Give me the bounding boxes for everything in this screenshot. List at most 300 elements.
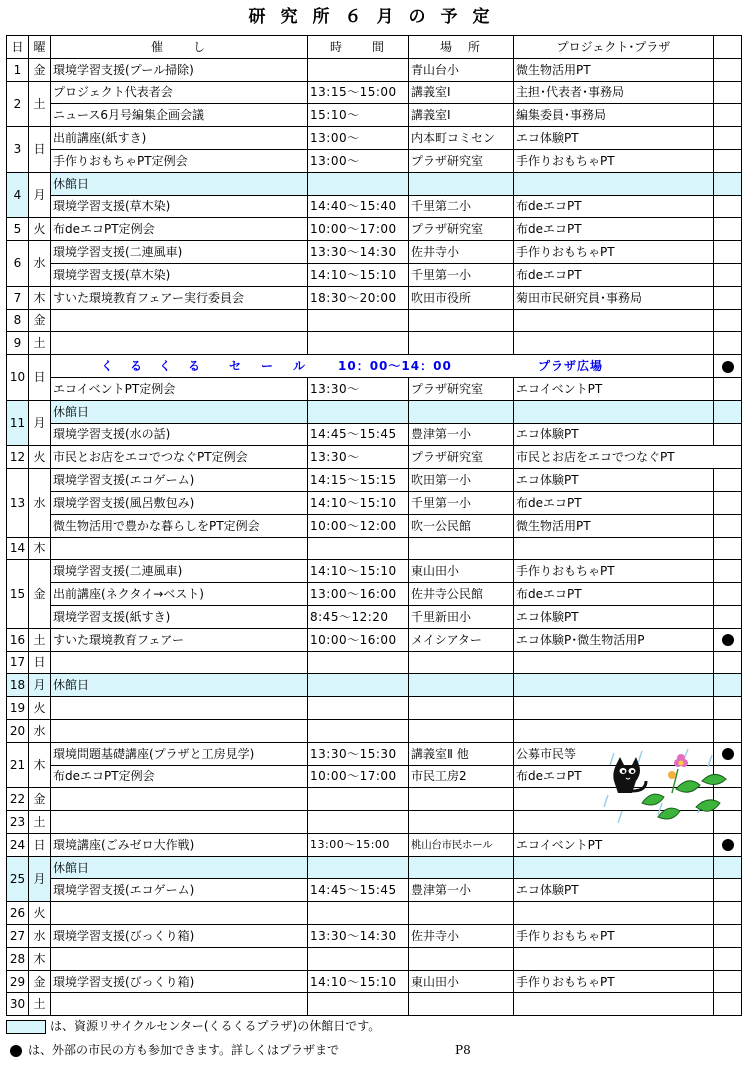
- place-cell: 講義室Ⅰ: [409, 104, 514, 127]
- mark-cell: [714, 172, 742, 195]
- header-row: [7, 36, 742, 59]
- time-cell: [308, 332, 409, 355]
- mark-cell: [714, 104, 742, 127]
- mark-cell: [714, 697, 742, 720]
- legend-color-swatch: [6, 1020, 46, 1034]
- time-cell: [308, 651, 409, 674]
- mark-cell: [714, 560, 742, 583]
- table-row: [7, 332, 742, 355]
- place-cell: プラザ研究室: [409, 149, 514, 172]
- sale-char: セ: [229, 359, 245, 374]
- table-row-closed: [7, 400, 742, 423]
- weekday-cell: 木: [29, 947, 51, 970]
- sale-time: 10：00～14：00: [338, 359, 452, 374]
- mark-cell: [714, 263, 742, 286]
- event-cell: [51, 902, 308, 925]
- day-cell: 5: [7, 218, 29, 241]
- place-cell: プラザ研究室: [409, 446, 514, 469]
- time-cell: 13:00～15:00: [308, 833, 409, 856]
- time-cell: 14:45～15:45: [308, 879, 409, 902]
- day-cell: 2: [7, 81, 29, 127]
- day-cell: 11: [7, 400, 29, 446]
- day-cell: 3: [7, 127, 29, 173]
- day-cell: 12: [7, 446, 29, 469]
- time-cell: [308, 788, 409, 811]
- table-row-closed: [7, 856, 742, 879]
- time-cell: 14:15～15:15: [308, 469, 409, 492]
- day-cell: 20: [7, 719, 29, 742]
- day-cell: 13: [7, 469, 29, 537]
- header-place: 場 所: [409, 36, 514, 59]
- project-cell: [514, 332, 714, 355]
- event-cell: 環境学習支援(紙すき): [51, 605, 308, 628]
- weekday-cell: 水: [29, 719, 51, 742]
- mark-cell: [714, 491, 742, 514]
- time-cell: [308, 309, 409, 332]
- place-cell: [409, 993, 514, 1016]
- table-row: [7, 241, 742, 264]
- weekday-cell: 木: [29, 537, 51, 560]
- day-cell: 8: [7, 309, 29, 332]
- project-cell: [514, 651, 714, 674]
- day-cell: 24: [7, 833, 29, 856]
- project-cell: 布deエコPT: [514, 195, 714, 218]
- project-cell: [514, 309, 714, 332]
- event-cell: 休館日: [51, 400, 308, 423]
- weekday-cell: 土: [29, 332, 51, 355]
- table-row: [7, 993, 742, 1016]
- mark-cell: [714, 605, 742, 628]
- place-cell: 千里新田小: [409, 605, 514, 628]
- place-cell: 吹田第一小: [409, 469, 514, 492]
- mark-cell: [714, 195, 742, 218]
- mark-cell: [714, 149, 742, 172]
- event-cell: すいた環境教育フェアー: [51, 628, 308, 651]
- table-row: [7, 651, 742, 674]
- weekday-cell: 月: [29, 674, 51, 697]
- project-cell: [514, 172, 714, 195]
- time-cell: [308, 947, 409, 970]
- table-row-sale: [7, 355, 742, 378]
- weekday-cell: 木: [29, 742, 51, 788]
- place-cell: 佐井寺小: [409, 925, 514, 948]
- weekday-cell: 日: [29, 127, 51, 173]
- place-cell: [409, 719, 514, 742]
- place-cell: [409, 400, 514, 423]
- time-cell: 13:30～15:30: [308, 742, 409, 765]
- sale-char: る: [130, 359, 146, 374]
- weekday-cell: 水: [29, 241, 51, 287]
- table-row: [7, 491, 742, 514]
- time-cell: 13:00～: [308, 149, 409, 172]
- time-cell: 13:00～: [308, 127, 409, 150]
- table-row: [7, 719, 742, 742]
- place-cell: 千里第一小: [409, 491, 514, 514]
- event-cell: [51, 788, 308, 811]
- event-cell: 環境学習支援(風呂敷包み): [51, 491, 308, 514]
- time-cell: 13:30～14:30: [308, 241, 409, 264]
- project-cell: 布deエコPT: [514, 263, 714, 286]
- place-cell: 千里第一小: [409, 263, 514, 286]
- weekday-cell: 水: [29, 469, 51, 537]
- time-cell: [308, 674, 409, 697]
- day-cell: 17: [7, 651, 29, 674]
- day-cell: 29: [7, 970, 29, 993]
- event-cell: 休館日: [51, 674, 308, 697]
- mark-cell: [714, 241, 742, 264]
- place-cell: [409, 537, 514, 560]
- mark-cell: [714, 993, 742, 1016]
- cat-and-plant-clipart: [602, 745, 730, 825]
- event-cell: 布deエコPT定例会: [51, 218, 308, 241]
- event-cell: [51, 811, 308, 834]
- time-cell: [308, 993, 409, 1016]
- event-cell: 環境講座(ごみゼロ大作戦): [51, 833, 308, 856]
- day-cell: 26: [7, 902, 29, 925]
- time-cell: 14:10～15:10: [308, 491, 409, 514]
- sale-char: く: [159, 359, 175, 374]
- table-row: [7, 902, 742, 925]
- event-cell: 休館日: [51, 172, 308, 195]
- table-row: [7, 537, 742, 560]
- weekday-cell: 月: [29, 172, 51, 218]
- event-cell: [51, 719, 308, 742]
- project-cell: 手作りおもちゃPT: [514, 970, 714, 993]
- event-cell: プロジェクト代表者会: [51, 81, 308, 104]
- time-cell: [308, 902, 409, 925]
- weekday-cell: 土: [29, 993, 51, 1016]
- place-cell: [409, 172, 514, 195]
- weekday-cell: 金: [29, 970, 51, 993]
- place-cell: [409, 947, 514, 970]
- time-cell: 14:40～15:40: [308, 195, 409, 218]
- weekday-cell: 日: [29, 651, 51, 674]
- time-cell: 8:45～12:20: [308, 605, 409, 628]
- event-cell: 環境学習支援(草木染): [51, 195, 308, 218]
- time-cell: [308, 811, 409, 834]
- place-cell: 内本町コミセン: [409, 127, 514, 150]
- table-row: [7, 104, 742, 127]
- table-row: [7, 947, 742, 970]
- project-cell: 布deエコPT: [514, 491, 714, 514]
- mark-cell: [714, 651, 742, 674]
- sale-char: ー: [261, 359, 277, 374]
- place-cell: [409, 332, 514, 355]
- place-cell: 佐井寺公民館: [409, 583, 514, 606]
- project-cell: エコ体験PT: [514, 127, 714, 150]
- time-cell: 14:10～15:10: [308, 263, 409, 286]
- place-cell: [409, 309, 514, 332]
- place-cell: 講義室Ⅰ: [409, 81, 514, 104]
- time-cell: 10:00～17:00: [308, 765, 409, 788]
- weekday-cell: 火: [29, 218, 51, 241]
- event-cell: [51, 993, 308, 1016]
- event-cell: [51, 332, 308, 355]
- day-cell: 30: [7, 993, 29, 1016]
- time-cell: [308, 856, 409, 879]
- event-cell: 環境問題基礎講座(プラザと工房見学): [51, 742, 308, 765]
- weekday-cell: 月: [29, 856, 51, 902]
- page-title: 研究所６月の予定: [248, 7, 505, 27]
- day-cell: 7: [7, 286, 29, 309]
- schedule-table: [6, 35, 742, 1016]
- open-to-public-dot: [722, 361, 734, 373]
- day-cell: 9: [7, 332, 29, 355]
- mark-cell: [714, 286, 742, 309]
- project-cell: 布deエコPT: [514, 218, 714, 241]
- table-row: [7, 127, 742, 150]
- project-cell: 菊田市民研究員･事務局: [514, 286, 714, 309]
- mark-cell: [714, 537, 742, 560]
- table-row: [7, 58, 742, 81]
- table-row: [7, 833, 742, 856]
- event-cell: 環境学習支援(二連風車): [51, 241, 308, 264]
- project-cell: 市民とお店をエコでつなぐPT: [514, 446, 742, 469]
- header-time: 時 間: [308, 36, 409, 59]
- weekday-cell: 水: [29, 925, 51, 948]
- event-cell: ニュース6月号編集企画会議: [51, 104, 308, 127]
- table-row: [7, 309, 742, 332]
- sale-char: ル: [293, 359, 309, 374]
- legend-closed: [6, 1017, 380, 1034]
- project-cell: エコイベントPT: [514, 833, 714, 856]
- day-cell: 25: [7, 856, 29, 902]
- table-row: [7, 195, 742, 218]
- place-cell: 桃山台市民ホール: [409, 833, 514, 856]
- project-cell: [514, 400, 714, 423]
- mark-cell: [714, 469, 742, 492]
- page-number: P8: [455, 1043, 471, 1057]
- place-cell: 青山台小: [409, 58, 514, 81]
- table-row-closed: [7, 674, 742, 697]
- mark-cell: [714, 902, 742, 925]
- event-cell: [51, 309, 308, 332]
- open-to-public-dot: [722, 839, 734, 851]
- project-cell: [514, 674, 714, 697]
- table-row: [7, 218, 742, 241]
- time-cell: 14:10～15:10: [308, 560, 409, 583]
- project-cell: 微生物活用PT: [514, 58, 714, 81]
- mark-cell: [714, 856, 742, 879]
- time-cell: [308, 537, 409, 560]
- place-cell: [409, 788, 514, 811]
- place-cell: [409, 697, 514, 720]
- event-cell: 環境学習支援(エコゲーム): [51, 469, 308, 492]
- project-cell: [514, 902, 714, 925]
- project-cell: [514, 993, 714, 1016]
- mark-cell: [714, 377, 742, 400]
- day-cell: 18: [7, 674, 29, 697]
- weekday-cell: 日: [29, 833, 51, 856]
- event-cell: [51, 537, 308, 560]
- day-cell: 22: [7, 788, 29, 811]
- table-row: [7, 925, 742, 948]
- project-cell: エコイベントPT: [514, 377, 714, 400]
- sale-place: プラザ広場: [538, 359, 604, 374]
- project-cell: [514, 697, 714, 720]
- event-cell: 微生物活用で豊かな暮らしをPT定例会: [51, 514, 308, 537]
- time-cell: [308, 719, 409, 742]
- legend-open-text: は、外部の市民の方も参加できます。詳しくはプラザまで: [28, 1043, 340, 1057]
- project-cell: 公募市民等: [514, 742, 714, 765]
- day-cell: 23: [7, 811, 29, 834]
- event-cell: 環境学習支援(草木染): [51, 263, 308, 286]
- event-cell: 環境学習支援(びっくり箱): [51, 970, 308, 993]
- table-row: [7, 81, 742, 104]
- day-cell: 27: [7, 925, 29, 948]
- table-row: [7, 286, 742, 309]
- header-dow: 曜: [29, 36, 51, 59]
- mark-cell: [714, 355, 742, 378]
- mark-cell: [714, 81, 742, 104]
- place-cell: [409, 856, 514, 879]
- time-cell: [308, 172, 409, 195]
- time-cell: 13:00～16:00: [308, 583, 409, 606]
- mark-cell: [714, 218, 742, 241]
- event-cell: 出前講座(紙すき): [51, 127, 308, 150]
- sale-char: く: [101, 359, 117, 374]
- time-cell: 10:00～16:00: [308, 628, 409, 651]
- time-cell: 13:30～14:30: [308, 925, 409, 948]
- time-cell: 18:30～20:00: [308, 286, 409, 309]
- weekday-cell: 土: [29, 628, 51, 651]
- weekday-cell: 金: [29, 788, 51, 811]
- day-cell: 1: [7, 58, 29, 81]
- time-cell: 10:00～17:00: [308, 218, 409, 241]
- project-cell: 手作りおもちゃPT: [514, 925, 714, 948]
- legend-open: [6, 1041, 339, 1058]
- weekday-cell: 土: [29, 811, 51, 834]
- mark-cell: [714, 332, 742, 355]
- project-cell: 布deエコPT: [514, 765, 714, 788]
- day-cell: 21: [7, 742, 29, 788]
- day-cell: 10: [7, 355, 29, 401]
- place-cell: プラザ研究室: [409, 377, 514, 400]
- weekday-cell: 火: [29, 697, 51, 720]
- place-cell: 東山田小: [409, 970, 514, 993]
- time-cell: 13:15～15:00: [308, 81, 409, 104]
- leaf-icon: [642, 774, 726, 819]
- time-cell: 15:10～: [308, 104, 409, 127]
- event-cell: 環境学習支援(水の話): [51, 423, 308, 446]
- table-row: [7, 514, 742, 537]
- project-cell: エコ体験P･微生物活用P: [514, 628, 714, 651]
- mark-cell: [714, 833, 742, 856]
- event-cell: 環境学習支援(びっくり箱): [51, 925, 308, 948]
- header-project: プロジェクト･プラザ: [514, 36, 714, 59]
- table-row: [7, 377, 742, 400]
- day-cell: 16: [7, 628, 29, 651]
- project-cell: 手作りおもちゃPT: [514, 241, 714, 264]
- project-cell: エコ体験PT: [514, 879, 714, 902]
- header-mark: [714, 36, 742, 59]
- weekday-cell: 木: [29, 286, 51, 309]
- mark-cell: [714, 628, 742, 651]
- table-row: [7, 423, 742, 446]
- place-cell: プラザ研究室: [409, 218, 514, 241]
- mark-cell: [714, 400, 742, 423]
- time-cell: 14:45～15:45: [308, 423, 409, 446]
- weekday-cell: 金: [29, 58, 51, 81]
- place-cell: 市民工房2: [409, 765, 514, 788]
- mark-cell: [714, 309, 742, 332]
- sale-char: る: [188, 359, 204, 374]
- event-cell: 出前講座(ネクタイ→ベスト): [51, 583, 308, 606]
- open-to-public-dot: [722, 634, 734, 646]
- table-row: [7, 149, 742, 172]
- event-cell: 環境学習支援(エコゲーム): [51, 879, 308, 902]
- day-cell: 14: [7, 537, 29, 560]
- place-cell: 講義室Ⅱ 他: [409, 742, 514, 765]
- weekday-cell: 火: [29, 902, 51, 925]
- time-cell: 13:30～: [308, 377, 409, 400]
- mark-cell: [714, 947, 742, 970]
- day-cell: 4: [7, 172, 29, 218]
- table-row: [7, 970, 742, 993]
- weekday-cell: 土: [29, 81, 51, 127]
- table-row: [7, 263, 742, 286]
- project-cell: エコ体験PT: [514, 423, 714, 446]
- mark-cell: [714, 514, 742, 537]
- table-row: [7, 583, 742, 606]
- event-cell: [51, 947, 308, 970]
- event-cell: 手作りおもちゃPT定例会: [51, 149, 308, 172]
- sale-banner: [51, 355, 714, 378]
- place-cell: 豊津第一小: [409, 423, 514, 446]
- place-cell: [409, 651, 514, 674]
- time-cell: 10:00～12:00: [308, 514, 409, 537]
- project-cell: [514, 856, 714, 879]
- event-cell: 布deエコPT定例会: [51, 765, 308, 788]
- time-cell: [308, 697, 409, 720]
- mark-cell: [714, 719, 742, 742]
- header-event: 催 し: [51, 36, 308, 59]
- mark-cell: [714, 58, 742, 81]
- time-cell: [308, 58, 409, 81]
- cat-icon: [613, 757, 646, 793]
- mark-cell: [714, 423, 742, 446]
- legend-dot-icon: [10, 1045, 22, 1057]
- event-cell: [51, 651, 308, 674]
- event-cell: エコイベントPT定例会: [51, 377, 308, 400]
- place-cell: 豊津第一小: [409, 879, 514, 902]
- place-cell: 吹一公民館: [409, 514, 514, 537]
- event-cell: すいた環境教育フェアー実行委員会: [51, 286, 308, 309]
- table-row: [7, 879, 742, 902]
- day-cell: 6: [7, 241, 29, 287]
- event-cell: 環境学習支援(プール掃除): [51, 58, 308, 81]
- legend-closed-text: は、資源リサイクルセンター(くるくるプラザ)の休館日です。: [50, 1019, 381, 1033]
- table-row-closed: [7, 172, 742, 195]
- mark-cell: [714, 879, 742, 902]
- table-row: [7, 628, 742, 651]
- event-cell: 環境学習支援(二連風車): [51, 560, 308, 583]
- day-cell: 15: [7, 560, 29, 628]
- project-cell: 手作りおもちゃPT: [514, 149, 714, 172]
- place-cell: [409, 902, 514, 925]
- time-cell: 13:30～: [308, 446, 409, 469]
- day-cell: 28: [7, 947, 29, 970]
- table-row: [7, 446, 742, 469]
- table-row: [7, 605, 742, 628]
- place-cell: [409, 811, 514, 834]
- project-cell: エコ体験PT: [514, 605, 714, 628]
- weekday-cell: 月: [29, 400, 51, 446]
- place-cell: [409, 674, 514, 697]
- table-row: [7, 697, 742, 720]
- project-cell: [514, 537, 714, 560]
- place-cell: 佐井寺小: [409, 241, 514, 264]
